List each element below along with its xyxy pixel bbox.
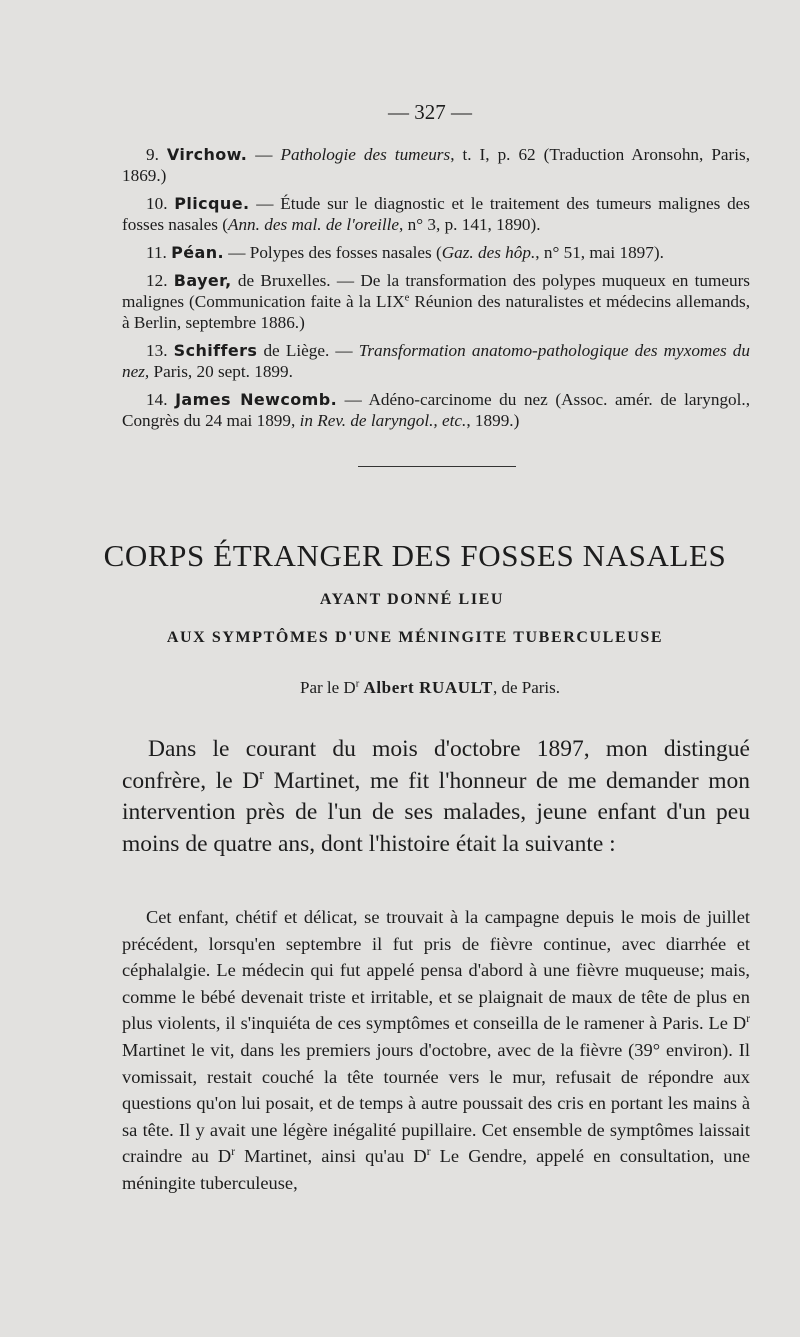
article-subtitle-2: AUX SYMPTÔMES D'UNE MÉNINGITE TUBERCULEUSE [166,629,664,646]
reference-number: 14. [146,390,176,409]
reference-item [122,340,750,382]
byline-suffix: , de Paris. [492,678,560,697]
page-number: — 327 — [388,100,472,124]
author-name: Albert RUAULT [363,678,493,697]
reference-list [122,144,750,438]
reference-text: — Adéno-carcinome du nez (Assoc. amér. de laryngol., Congrès du 24 mai 1899, in Rev. de laryngol., etc., 1899.) [122,390,751,430]
reference-text: — Étude sur le diagnostic et le traitement des tumeurs malignes des fosses nasales (Ann. des mal. de l'oreille, n° 3, p. 141, 1890). [122,194,750,234]
lead-paragraph: Dans le courant du mois d'octobre 1897, mon distingué confrère, le $D^r$ Martinet, me fit l'honneur de me demander mon intervention près de l'un de ses malades, jeune enfant d'un peu moins de quatre ans, dont l'histoire était la suivante : [122,736,750,857]
article-title: CORPS ÉTRANGER DES FOSSES NASALES [103,538,727,573]
reference-author: Virchow. [166,145,248,164]
reference-author: Schiffers [173,341,258,360]
reference-item [122,389,750,431]
reference-number: 12. [146,271,174,290]
reference-author: James Newcomb. [175,390,338,409]
article-subtitle-1: AYANT DONNÉ LIEU [319,591,505,608]
reference-item [122,144,750,186]
reference-number: 10. [146,194,175,213]
reference-item [122,242,750,263]
section-divider [358,466,516,467]
reference-number: 13. [146,341,174,360]
reference-author: Bayer, [173,271,232,290]
author-byline [0,678,800,698]
byline-sup: r [355,678,360,690]
reference-text: — Polypes des fosses nasales (Gaz. des hôp., n° 51, mai 1897). [224,243,664,262]
reference-number: 9. [146,145,167,164]
reference-text: — Pathologie des tumeurs, t. I, p. 62 (Traduction Aronsohn, Paris, 1869.) [122,145,750,185]
reference-item [122,193,750,235]
reference-text: de Bruxelles. — De la transformation des polypes muqueux en tumeurs malignes (Communication faite à la LIXe Réunion des naturalistes et médecins allemands, à Berlin, septembre 1886.) [122,271,751,332]
byline-prefix: Par le D [299,678,356,697]
reference-author: Péan. [171,243,224,262]
body-paragraph: Cet enfant, chétif et délicat, se trouvait à la campagne depuis le mois de juillet précédent, lorsqu'en septembre il fut pris de fièvre continue, avec diarrhée et céphalalgie. Le médecin qui fut appelé pensa d'abord à une fièvre muqueuse; mais, comme le bébé devenait triste et irritable, et se plaignait de maux de tête de plus en plus violents, il s'inquiéta de ces symptômes et conseilla de le ramener à Paris. Le $D^r$ Martinet le vit, dans les premiers jours d'octobre, avec de la fièvre (39° environ). Il vomissait, restait couché la tête tournée vers le mur, refusait de répondre aux questions qu'on lui posait, et de temps à autre poussait des cris en portant les mains à sa tête. Il y avait une légère inégalité pupillaire. Cet ensemble de symptômes laissait craindre au $D^r$ Martinet, ainsi qu'au $D^r$ Le Gendre, appelé en consultation, une méningite tuberculeuse, [122,907,750,1193]
reference-text: de Liège. — Transformation anatomo-pathologique des myxomes du nez, Paris, 20 sept. 1899. [122,341,750,381]
reference-number: 11. [146,243,172,262]
reference-author: Plicque. [174,194,250,213]
reference-item [122,270,750,333]
